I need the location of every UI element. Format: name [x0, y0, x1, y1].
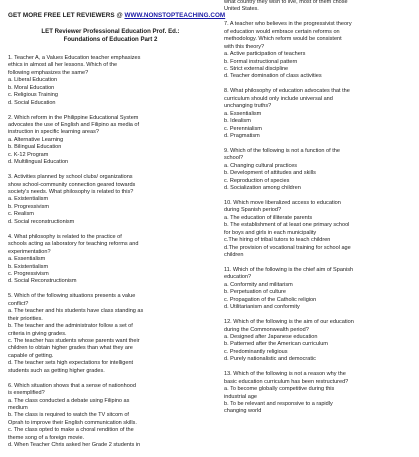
- answer-option-line: a. Alternative Learning: [8, 136, 64, 143]
- question-stem-line: schools acting as laboratory for teaching reforms and: [8, 241, 139, 248]
- answer-option-line: c. The class opted to make a choral rendition of the: [8, 427, 134, 434]
- answer-option-line: c. Reproduction of species: [224, 177, 290, 184]
- answer-option-line: a. Active participation of teachers: [224, 51, 306, 58]
- question-stem-line: 12. Which of the following is the aim of our education: [224, 319, 354, 326]
- question-stem-line: 8. What philosophy of education advocates that the: [224, 88, 350, 95]
- question-item: [224, 0, 415, 14]
- header-prefix: GET MORE FREE LET REVIEWERS @: [8, 12, 125, 19]
- question-stem-line: 3. Activities planned by school clubs/ organizations: [8, 174, 133, 181]
- answer-option-line: c. Predominantly religious: [224, 348, 288, 355]
- question-stem-line: curriculum should only include universal and: [224, 95, 333, 102]
- answer-option-line: b. Formal instructional pattern: [224, 58, 298, 65]
- answer-option-line: capable of getting.: [8, 352, 54, 359]
- question-stem-line: with this theory?: [224, 43, 265, 50]
- question-item: [8, 383, 214, 450]
- answer-option-line: a. To become globally competitive during this: [224, 386, 335, 393]
- answer-option-line: a. Changing cultural practices: [224, 162, 298, 169]
- question-stem-line: 9. Which of the following is not a function of the: [224, 147, 340, 154]
- page-header: [8, 12, 225, 19]
- answer-option-line: a. Essentialism: [8, 256, 46, 263]
- answer-option-line: a. Designed after Japanese education: [224, 334, 318, 341]
- question-stem-line: 10. Which move liberalized access to education: [224, 199, 341, 206]
- answer-option-line: criteria in giving grades.: [8, 330, 67, 337]
- question-item: [224, 371, 415, 416]
- answer-option-line: b. Bilingual Education: [8, 144, 62, 151]
- answer-option-line: d. Purely nationalistic and democratic: [224, 356, 316, 363]
- answer-option-line: b. Progressivism: [8, 203, 49, 210]
- answer-option-line: medium: [8, 404, 28, 411]
- answer-option-line: a. Existentialism: [8, 196, 49, 203]
- answer-option-line: a. Conformity and militarism: [224, 281, 293, 288]
- question-item: [224, 148, 415, 193]
- answer-option-line: their priorities.: [8, 315, 43, 322]
- document-subtitle: Foundations of Education Part 2: [63, 36, 158, 43]
- question-item: [224, 319, 415, 364]
- answer-option-line: a. The class conducted a debate using Filipino as: [8, 397, 130, 404]
- question-stem-line: experimentation?: [8, 248, 51, 255]
- answer-option-line: c. Strict external discipline: [224, 66, 289, 73]
- answer-option-line: b. Development of attitudes and skills: [224, 170, 316, 177]
- answer-option-line: d.The provision of vocational training for school age: [224, 244, 351, 251]
- question-item: [8, 115, 214, 167]
- question-stem-line: 1. Teacher A, a Values Education teacher emphasizes: [8, 55, 141, 61]
- answer-option-line: c. K-12 Program: [8, 151, 49, 158]
- question-stem-line: school?: [224, 155, 244, 162]
- answer-option-line: industrial age: [224, 393, 257, 400]
- answer-option-line: c. Propagation of the Catholic religion: [224, 296, 317, 303]
- answer-option-line: for boys and girls in each municipality: [224, 229, 317, 236]
- question-stem-line: 2. Which reform in the Philippine Educational System: [8, 114, 139, 121]
- answer-option-line: children to obtain higher grades than what they are: [8, 345, 133, 352]
- answer-option-line: c. Progressivism: [8, 270, 49, 277]
- document-title: LET Reviewer Professional Education Prof. Ed.:: [41, 28, 180, 35]
- question-stem-line: conflict?: [8, 300, 29, 307]
- question-stem-line: 6. Which situation shows that a sense of nationhood: [8, 382, 136, 389]
- answer-option-line: b. The teacher and the administrator follow a set of: [8, 323, 133, 330]
- question-item: [8, 293, 214, 375]
- answer-option-line: Oprah to improve their English communication skills.: [8, 419, 137, 426]
- question-stem-line: society's needs. What philosophy is related to this?: [8, 189, 134, 196]
- answer-option-line: c.The hiring of tribal tutors to teach children: [224, 237, 331, 244]
- question-stem-line: methodology. Which reform would be consistent: [224, 36, 342, 43]
- answer-option-line: what country they wish to live, most of them chose: [224, 0, 348, 5]
- answer-option-line: students such as getting higher grades.: [8, 367, 105, 374]
- answer-option-line: d. Teacher domination of class activities: [224, 73, 322, 80]
- question-item: [224, 267, 415, 312]
- answer-option-line: d. Multilingual Education: [8, 159, 69, 166]
- answer-option-line: b. Existentialism: [8, 263, 49, 270]
- answer-option-line: d. Social reconstructionism: [8, 218, 75, 225]
- answer-option-line: theme song of a foreign movie.: [8, 434, 85, 441]
- answer-option-line: d. Pragmatism: [224, 133, 260, 140]
- answer-option-line: c. Realism: [8, 211, 34, 218]
- answer-option-line: children: [224, 252, 244, 259]
- answer-option-line: d. The teacher sets high expectations for intelligent: [8, 360, 134, 367]
- answer-option-line: a. The education of illiterate parents: [224, 214, 313, 221]
- answer-option-line: United States.: [224, 6, 259, 13]
- question-stem-line: 13. Which of the following is not a reason why the: [224, 371, 346, 378]
- answer-option-line: d. Social Reconstructionism: [8, 278, 77, 285]
- question-item: [224, 88, 415, 140]
- question-stem-line: following emphasizes the same?: [8, 69, 89, 76]
- question-stem-line: during Spanish period?: [224, 207, 282, 214]
- answer-option-line: a. The teacher and his students have class standing as: [8, 308, 144, 315]
- answer-option-line: b. Idealism: [224, 118, 251, 125]
- question-stem-line: during the Commonwealth period?: [224, 326, 309, 333]
- question-item: [8, 55, 214, 107]
- answer-option-line: b. Perpetuation of culture: [224, 289, 286, 296]
- answer-option-line: a. Liberal Education: [8, 77, 58, 84]
- question-stem-line: is exemplified?: [8, 390, 45, 397]
- question-stem-line: 5. Which of the following situations presents a value: [8, 293, 136, 300]
- answer-option-line: b. Patterned after the American curriculum: [224, 341, 328, 348]
- answer-option-line: c. Religious Training: [8, 92, 58, 99]
- question-stem-line: 4. What philosophy is related to the practice of: [8, 233, 122, 240]
- answer-option-line: d. Social Education: [8, 99, 56, 106]
- answer-option-line: b. To be relevant and responsive to a rapidly: [224, 401, 333, 408]
- answer-option-line: b. Moral Education: [8, 84, 55, 91]
- answer-option-line: b. The establishment of at least one primary school: [224, 222, 350, 229]
- answer-option-line: d. Utilitarianism and conformity: [224, 304, 300, 311]
- question-item: [8, 234, 214, 286]
- answer-option-line: changing world: [224, 408, 262, 415]
- website-link[interactable]: WWW.NONSTOPTEACHING.COM: [124, 12, 226, 19]
- question-stem-line: instruction in specific learning areas?: [8, 129, 99, 136]
- answer-option-line: c. The teacher has students whose parents want their: [8, 337, 140, 344]
- question-stem-line: advocates the use of English and Filipino as media of: [8, 122, 140, 129]
- question-stem-line: ethics in almost all her lessons. Which of the: [8, 62, 118, 69]
- answer-option-line: c. Perennialism: [224, 125, 262, 132]
- answer-option-line: d. When Teacher Chris asked her Grade 2 students in: [8, 442, 141, 449]
- question-item: [224, 21, 415, 81]
- question-stem-line: education?: [224, 274, 252, 281]
- question-stem-line: 7. A teacher who believes in the progressivist theory: [224, 21, 352, 28]
- answer-option-line: d. Socialization among children: [224, 185, 301, 192]
- question-stem-line: unchanging truths?: [224, 103, 272, 110]
- answer-option-line: a. Essentialism: [224, 110, 262, 117]
- question-item: [8, 174, 214, 226]
- question-stem-line: show school-community connection geared towards: [8, 181, 136, 188]
- right-column: [224, 0, 415, 423]
- answer-option-line: b. The class is required to watch the TV sitcom of: [8, 412, 129, 419]
- left-column: [8, 55, 214, 457]
- question-stem-line: of education would embrace certain reforms on: [224, 28, 340, 35]
- question-stem-line: 11. Which of the following is the chief aim of Spanish: [224, 267, 354, 273]
- question-item: [224, 200, 415, 260]
- question-stem-line: basic education curriculum has been restructured?: [224, 378, 349, 385]
